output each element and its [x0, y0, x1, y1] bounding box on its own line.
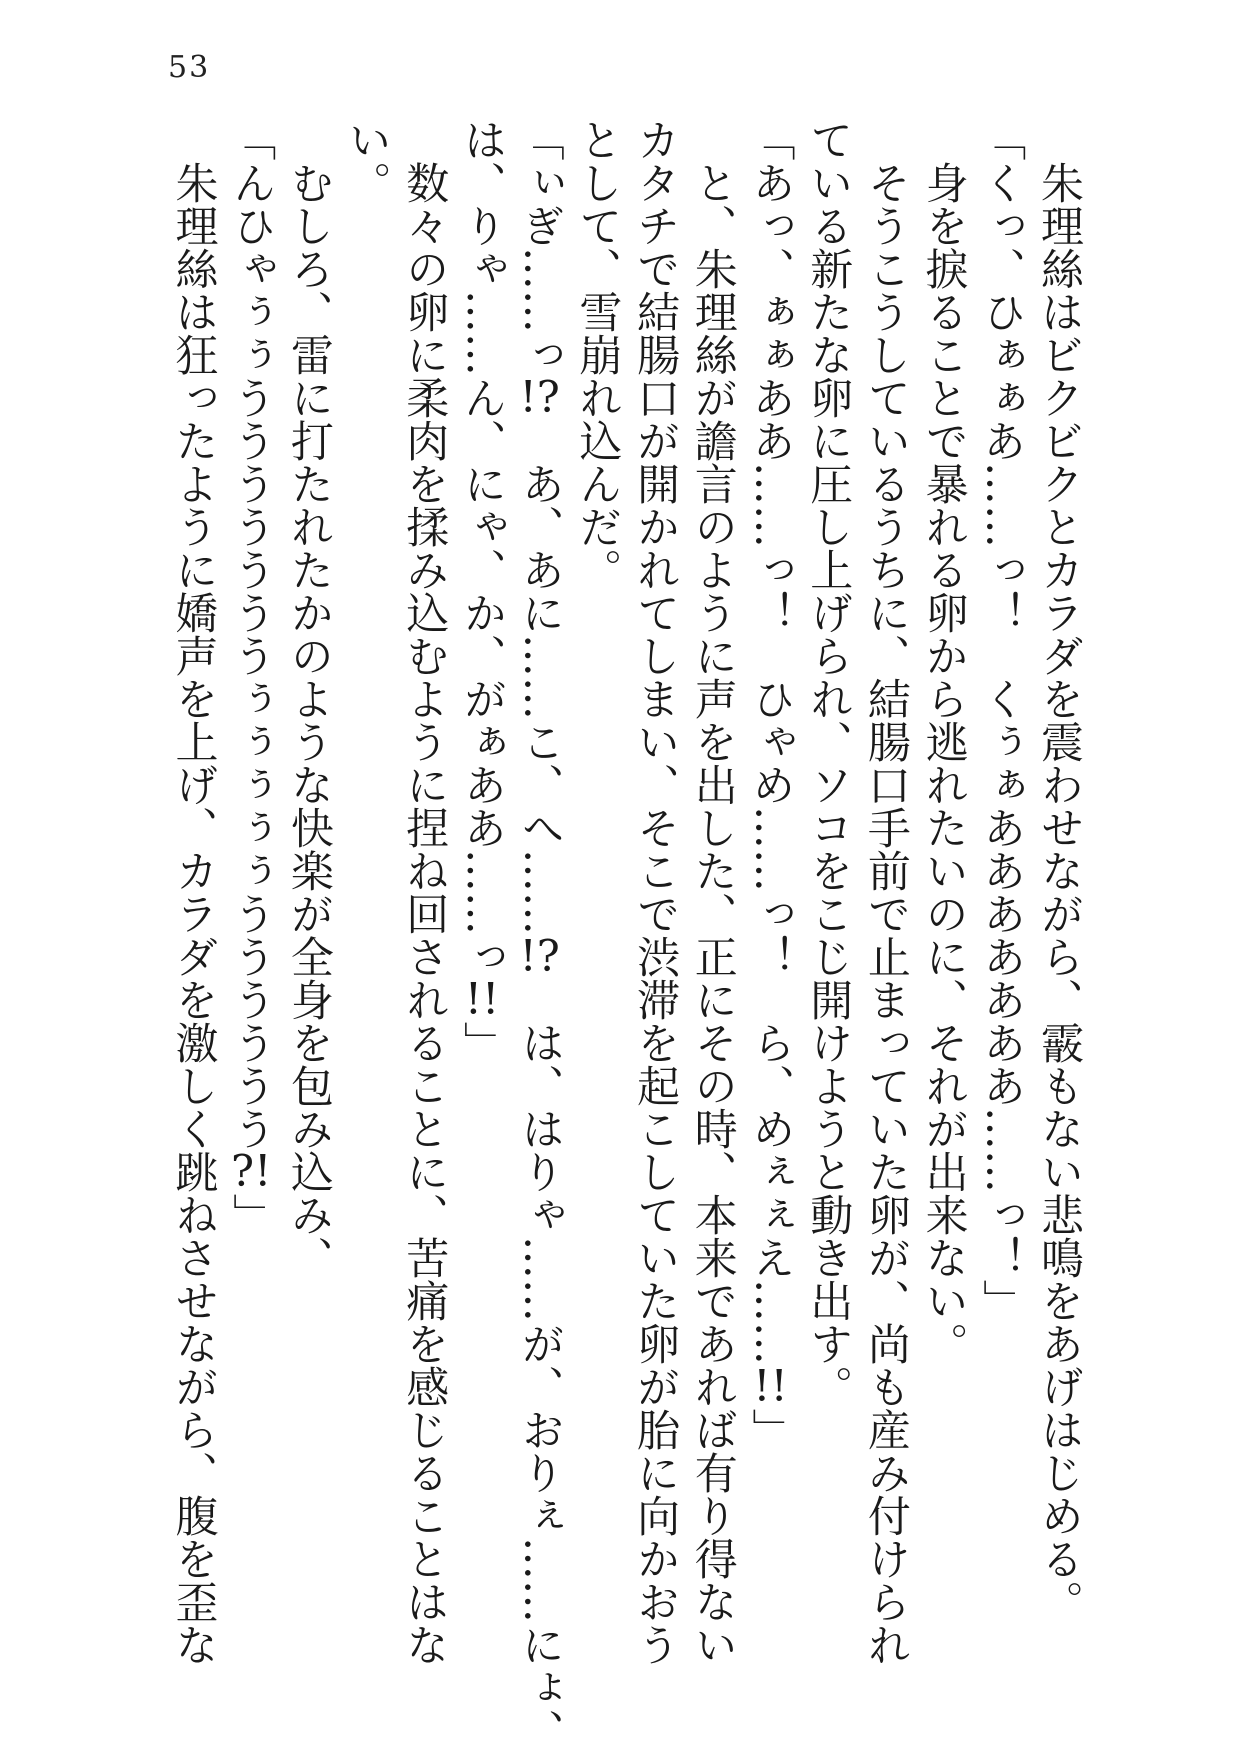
punctuation-pair: ?!	[231, 1150, 272, 1193]
text-line: 身を捩ることで暴れる卵から逃れたいのに、それが出来ない。	[918, 161, 969, 1365]
text-line: として、雪崩れ込んだ。	[572, 118, 623, 591]
text-line: そうこうしているうちに、結腸口手前で止まっていた卵が、尚も産み付けられ	[860, 161, 911, 1666]
text-line: 朱理絲は狂ったように嬌声を上げ、カラダを激しく跳ねさせながら、腹を歪な	[168, 161, 219, 1666]
punctuation-pair: !?	[519, 376, 560, 419]
text-line: 「あっ、ぁぁああ……っ！ ひゃめ……っ！ ら、めぇぇえ……!!」	[745, 118, 796, 1451]
text-line: 「ぃぎ……っ!? あ、あに……こ、へ……!? は、はりゃ……が、おりぇ……にょ、	[514, 118, 565, 1752]
text-line: は、りゃ……ん、にゃ、か、がぁああ……っ!!」	[457, 118, 507, 1064]
text-line: ている新たな卵に圧し上げられ、ソコをこじ開けようと動き出す。	[803, 118, 854, 1408]
punctuation-pair: !!	[464, 978, 500, 1021]
text-line: い。	[341, 118, 392, 204]
text-line: 数々の卵に柔肉を揉み込むように捏ね回されることに、苦痛を感じることはな	[399, 161, 450, 1666]
text-line: 「くっ、ひぁぁあ……っ！ くぅぁあああああああ……っ！」	[976, 118, 1027, 1322]
punctuation-pair: !!	[753, 1365, 788, 1408]
text-line: と、朱理絲が譫言のように声を出した、正にその時、本来であれば有り得ない	[687, 161, 738, 1666]
punctuation-pair: !?	[519, 935, 560, 978]
text-line: 「んひゃぅぅうううううううぅぅぅぅぅうううううう?!」	[226, 118, 277, 1236]
text-line: カタチで結腸口が開かれてしまい、そこで渋滞を起こしていた卵が胎に向かおう	[630, 118, 681, 1666]
text-line: 朱理絲はビクビクとカラダを震わせながら、霰もない悲鳴をあげはじめる。	[1034, 161, 1084, 1623]
page-number: 53	[168, 50, 211, 85]
text-line: むしろ、雷に打たれたかのような快楽が全身を包み込み、	[283, 161, 334, 1279]
